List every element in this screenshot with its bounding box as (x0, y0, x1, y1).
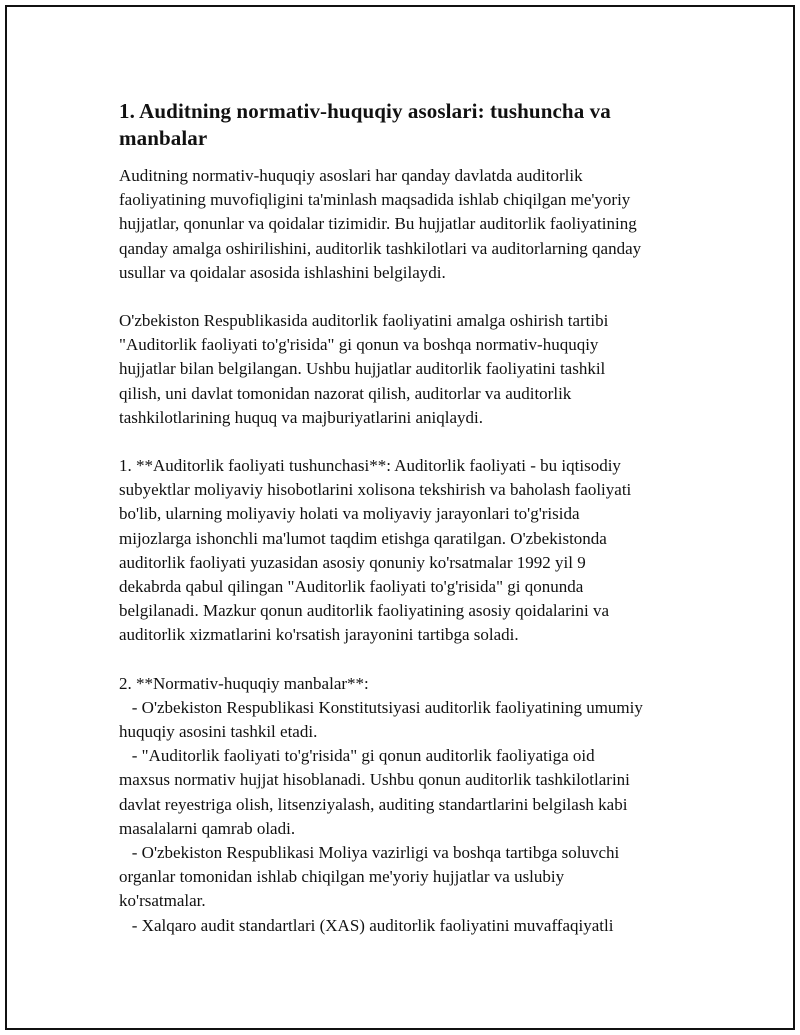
paragraph-gap (119, 430, 704, 454)
text-line: qilish, uni davlat tomonidan nazorat qilish, auditorlar va auditorlik (119, 383, 572, 403)
text-line: bo'lib, ularning moliyaviy holati va moliyaviy jarayonlari to'g'risida (119, 504, 580, 524)
text-line: - "Auditorlik faoliyati to'g'risida" gi qonun auditorlik faoliyatiga oid (119, 746, 595, 766)
text-line: "Auditorlik faoliyati to'g'risida" gi qonun va boshqa normativ-huquqiy (119, 335, 599, 355)
text-line: tashkilotlarining huquq va majburiyatlarini aniqlaydi. (119, 407, 484, 427)
paragraph-legal-basis (119, 309, 704, 430)
text-line: auditorlik faoliyati yuzasidan asosiy qonuniy ko'rsatmalar 1992 yil 9 (119, 552, 586, 572)
heading-line: 1. Auditning normativ-huquqiy asoslari: tushuncha va (119, 99, 611, 123)
text-line: hujjatlar bilan belgilangan. Ushbu hujjatlar auditorlik faoliyatini tashkil (119, 359, 606, 379)
section-heading (119, 98, 704, 152)
text-line: qanday amalga oshirilishini, auditorlik tashkilotlari va auditorlarning qanday (119, 238, 642, 258)
text-line: organlar tomonidan ishlab chiqilgan me'yoriy hujjatlar va uslubiy (119, 867, 565, 887)
text-line: ko'rsatmalar. (119, 891, 206, 911)
text-line: belgilanadi. Mazkur qonun auditorlik faoliyatining asosiy qoidalarini va (119, 601, 610, 621)
page-frame (5, 5, 795, 1030)
text-line: auditorlik xizmatlarini ko'rsatish jarayonini tartibga soladi. (119, 625, 519, 645)
text-line: maxsus normativ hujjat hisoblanadi. Ushbu qonun auditorlik tashkilotlarini (119, 770, 630, 790)
paragraph-concept (119, 454, 704, 648)
text-line: - O'zbekiston Respublikasi Moliya vazirligi va boshqa tartibga soluvchi (119, 843, 620, 863)
paragraph-gap (119, 648, 704, 672)
text-line: 1. **Auditorlik faoliyati tushunchasi**: Auditorlik faoliyati - bu iqtisodiy (119, 456, 621, 476)
text-line: O'zbekiston Respublikasida auditorlik faoliyatini amalga oshirish tartibi (119, 311, 609, 331)
paragraph-sources (119, 672, 704, 938)
text-line: - O'zbekiston Respublikasi Konstitutsiyasi auditorlik faoliyatining umumiy (119, 697, 643, 717)
text-line: faoliyatining muvofiqligini ta'minlash maqsadida ishlab chiqilgan me'yoriy (119, 190, 631, 210)
text-line: huquqiy asosini tashkil etadi. (119, 722, 318, 742)
text-line: subyektlar moliyaviy hisobotlarini xolisona tekshirish va baholash faoliyati (119, 480, 632, 500)
text-line: mijozlarga ishonchli ma'lumot taqdim etishga qaratilgan. O'zbekistonda (119, 528, 607, 548)
paragraph-intro (119, 164, 704, 285)
text-line: masalalarni qamrab oladi. (119, 818, 296, 838)
text-line: hujjatlar, qonunlar va qoidalar tizimidir. Bu hujjatlar auditorlik faoliyatining (119, 214, 637, 234)
text-line: dekabrda qabul qilingan "Auditorlik faoliyati to'g'risida" gi qonunda (119, 577, 584, 597)
paragraph-gap (119, 285, 704, 309)
text-line: Auditning normativ-huquqiy asoslari har qanday davlatda auditorlik (119, 166, 583, 185)
heading-line: manbalar (119, 126, 208, 150)
text-line: usullar va qoidalar asosida ishlashini belgilaydi. (119, 262, 446, 282)
text-line: 2. **Normativ-huquqiy manbalar**: (119, 673, 369, 693)
document-content (119, 98, 704, 938)
text-line: davlat reyestriga olish, litsenziyalash, auditing standartlarini belgilash kabi (119, 794, 628, 814)
text-line: - Xalqaro audit standartlari (XAS) auditorlik faoliyatini muvaffaqiyatli (119, 915, 614, 935)
